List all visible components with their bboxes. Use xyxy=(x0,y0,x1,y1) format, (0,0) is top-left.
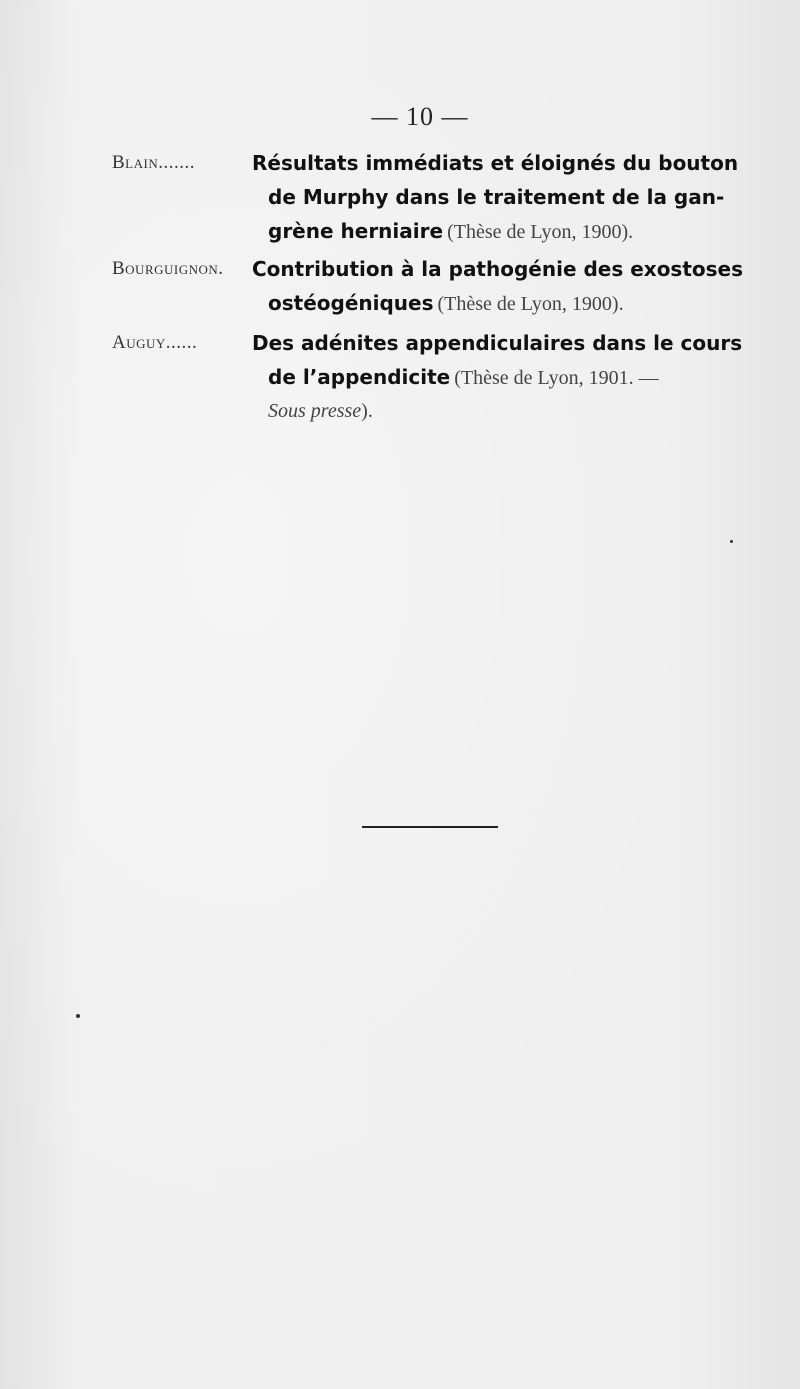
entry-line xyxy=(252,394,752,428)
print-speck xyxy=(76,1014,80,1018)
entry-title: de Murphy dans le traitement de la gan- xyxy=(268,185,725,209)
print-speck xyxy=(730,540,733,543)
entry-author: Blain....... xyxy=(112,152,195,173)
entry-title: Des adénites appendiculaires dans le cours xyxy=(252,331,743,355)
entry-line xyxy=(252,214,752,248)
entry-line xyxy=(252,146,752,180)
entry-author: Auguy...... xyxy=(112,332,198,353)
entry-note: (Thèse de Lyon, 1900). xyxy=(437,293,624,315)
entry-title: Contribution à la pathogénie des exostoses xyxy=(252,257,744,281)
entry-title: ostéogéniques xyxy=(268,291,434,315)
entry-line xyxy=(252,252,752,286)
section-rule xyxy=(362,826,498,828)
entry-text xyxy=(252,252,752,320)
entry-note: (Thèse de Lyon, 1900). xyxy=(447,221,634,243)
page-number: — 10 — xyxy=(371,102,469,131)
entry-text xyxy=(252,326,752,428)
entry-line xyxy=(252,286,752,320)
entry-title: grène herniaire xyxy=(268,219,444,243)
entry-text xyxy=(252,146,752,248)
entry-note-tail: ). xyxy=(361,400,373,422)
entry-note: (Thèse de Lyon, 1901. — xyxy=(454,367,659,389)
entry-line xyxy=(252,360,752,394)
entry-title: Résultats immédiats et éloignés du bouton xyxy=(252,151,739,175)
entry-author: Bourguignon. xyxy=(112,258,224,279)
entry-note-italic: Sous presse xyxy=(268,400,362,422)
entry-line xyxy=(252,180,752,214)
entry-line xyxy=(252,326,752,360)
entry-note-continuation xyxy=(268,400,373,422)
entry-title: de l’appendicite xyxy=(268,365,451,389)
